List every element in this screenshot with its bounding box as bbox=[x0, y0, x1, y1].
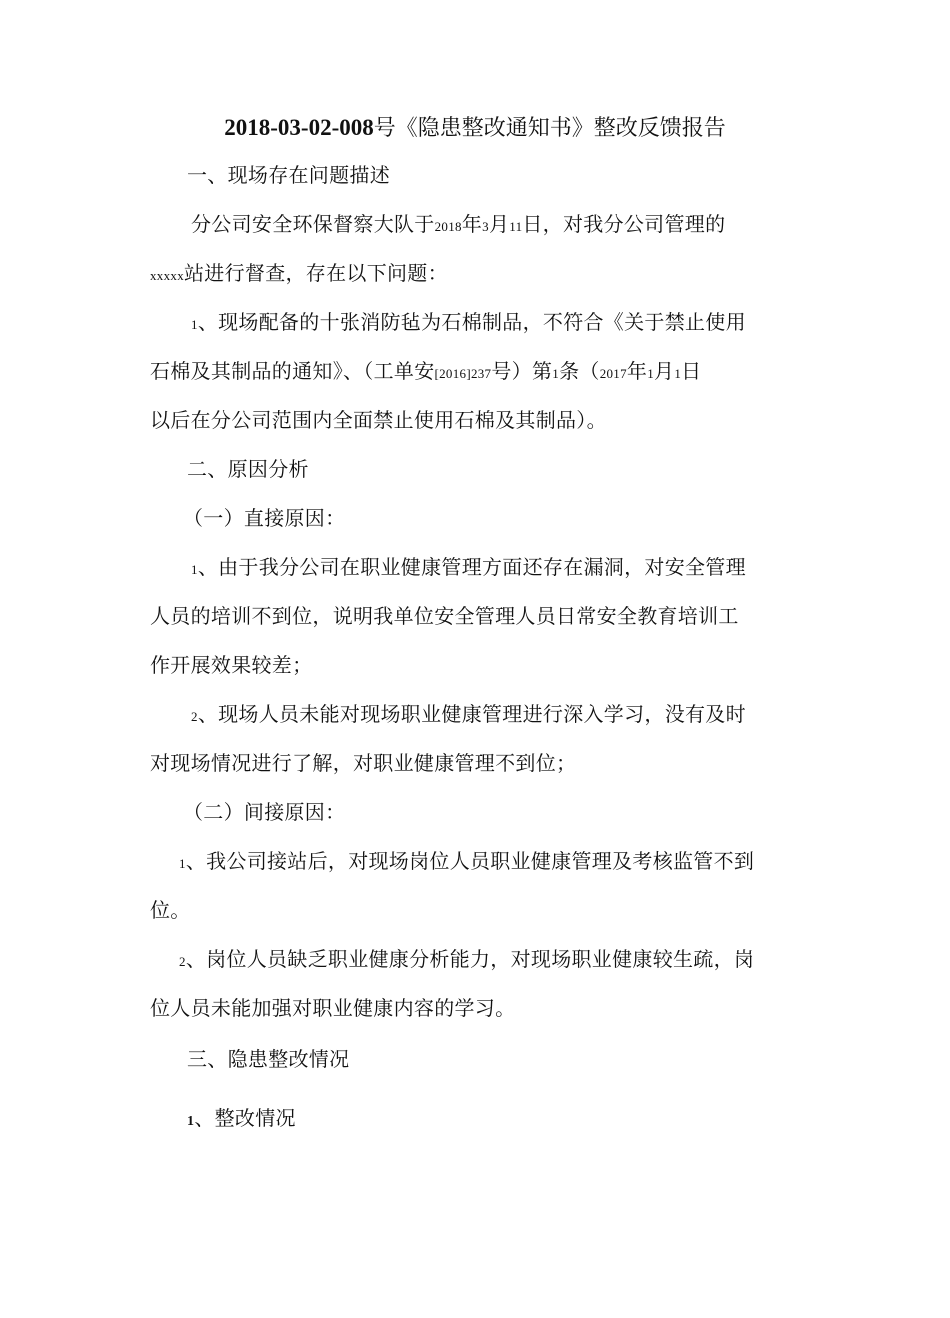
direct-cause-1-line-3: 作开展效果较差； bbox=[150, 653, 313, 677]
paragraph-1-line-1: 分公司安全环保督察大队于2018年3月11日，对我分公司管理的 bbox=[191, 212, 726, 236]
paragraph-1-line-2: xxxxx站进行督查，存在以下问题： bbox=[150, 261, 448, 285]
title-text: 号《隐患整改通知书》整改反馈报告 bbox=[373, 116, 726, 141]
document-title bbox=[150, 112, 800, 145]
indirect-cause-heading: （二）间接原因： bbox=[183, 800, 346, 824]
direct-cause-heading: （一）直接原因： bbox=[183, 506, 346, 530]
direct-cause-2-line-2: 对现场情况进行了解，对职业健康管理不到位； bbox=[150, 751, 577, 775]
direct-cause-1-line-1: 1、由于我分公司在职业健康管理方面还存在漏洞，对安全管理 bbox=[191, 555, 746, 579]
direct-cause-1-line-2: 人员的培训不到位，说明我单位安全管理人员日常安全教育培训工 bbox=[150, 604, 739, 628]
indirect-cause-1-line-2: 位。 bbox=[150, 898, 191, 922]
issue-1-line-2: 石棉及其制品的通知》、（工单安[2016]237号）第1条（2017年1月1日 bbox=[150, 359, 702, 383]
indirect-cause-1-line-1: 1、我公司接站后，对现场岗位人员职业健康管理及考核监管不到 bbox=[179, 849, 755, 873]
direct-cause-2-line-1: 2、现场人员未能对现场职业健康管理进行深入学习，没有及时 bbox=[191, 702, 746, 726]
rectification-1-heading: 1、整改情况 bbox=[187, 1106, 296, 1130]
issue-1-line-3: 以后在分公司范围内全面禁止使用石棉及其制品）。 bbox=[150, 408, 607, 432]
indirect-cause-2-line-2: 位人员未能加强对职业健康内容的学习。 bbox=[150, 996, 516, 1020]
section2-heading: 二、原因分析 bbox=[187, 457, 309, 481]
section3-heading: 三、隐患整改情况 bbox=[187, 1047, 350, 1071]
section1-heading: 一、现场存在问题描述 bbox=[187, 163, 390, 187]
notice-number: 2018-03-02-008 bbox=[224, 115, 374, 140]
indirect-cause-2-line-1: 2、岗位人员缺乏职业健康分析能力，对现场职业健康较生疏，岗 bbox=[179, 947, 755, 971]
issue-1-line-1: 1、现场配备的十张消防毡为石棉制品，不符合《关于禁止使用 bbox=[191, 310, 746, 334]
